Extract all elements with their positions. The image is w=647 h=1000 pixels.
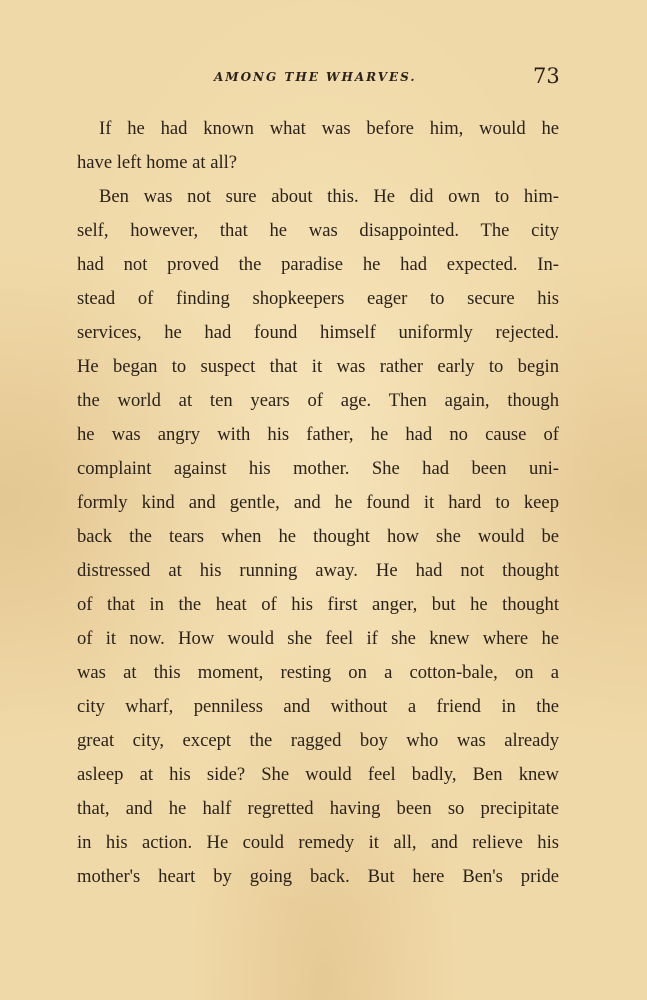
text-line: of it now. How would she feel if she knew where he <box>77 628 559 649</box>
text-line: the world at ten years of age. Then again, though <box>77 390 559 411</box>
text-line: was at this moment, resting on a cotton-bale, on a <box>77 662 559 683</box>
text-line: distressed at his running away. He had not thought <box>77 560 559 581</box>
text-line: asleep at his side? She would feel badly, Ben knew <box>77 764 559 785</box>
text-line: formly kind and gentle, and he found it hard to keep <box>77 492 559 513</box>
text-line: great city, except the ragged boy who was already <box>77 730 559 751</box>
text-line: He began to suspect that it was rather early to begin <box>77 356 559 377</box>
body-text <box>77 112 559 894</box>
text-line: self, however, that he was disappointed. The city <box>77 220 559 241</box>
page-number: 73 <box>533 64 560 88</box>
running-title: AMONG THE WHARVES. <box>214 70 417 84</box>
text-line: he was angry with his father, he had no cause of <box>77 424 559 445</box>
text-line: If he had known what was before him, would he <box>99 118 559 139</box>
text-line: in his action. He could remedy it all, and relieve his <box>77 832 559 853</box>
text-line: of that in the heat of his first anger, but he thought <box>77 594 559 615</box>
text-line: Ben was not sure about this. He did own to him- <box>99 186 559 207</box>
text-line: services, he had found himself uniformly rejected. <box>77 322 559 343</box>
text-line: have left home at all? <box>77 152 238 173</box>
text-line: that, and he half regretted having been so precipitate <box>77 798 559 819</box>
text-line: back the tears when he thought how she would be <box>77 526 559 547</box>
text-line: mother's heart by going back. But here Ben's pride <box>77 866 559 887</box>
text-line: complaint against his mother. She had been uni- <box>77 458 559 479</box>
running-head <box>0 64 647 92</box>
text-line: had not proved the paradise he had expected. In- <box>77 254 559 275</box>
text-line: stead of finding shopkeepers eager to secure his <box>77 288 559 309</box>
text-line: city wharf, penniless and without a friend in the <box>77 696 559 717</box>
